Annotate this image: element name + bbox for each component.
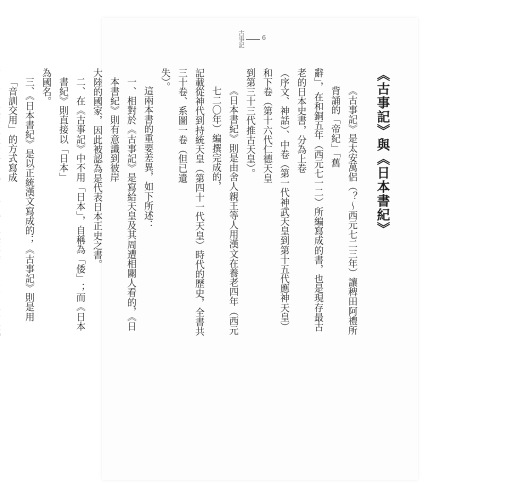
paragraph-line: 為國名。 xyxy=(40,68,51,107)
paragraph-line: 大陸的國家，因此被認為是代表日本正史之書。 xyxy=(91,68,102,270)
list-item-line: 一、相對於《古事記》是寫給天皇及其周遭相關人看的，《日本書紀》則有意識到彼岸 xyxy=(108,77,136,332)
paragraph-line xyxy=(0,68,3,338)
running-title: 古事記 xyxy=(237,30,244,48)
header-rule xyxy=(246,39,260,40)
paragraph-line: 到第三十三代推古天皇）。 xyxy=(244,68,255,179)
paragraph-line: 失）。 xyxy=(159,68,170,93)
list-item-line: 二、在《古事記》中不用「日本」，自稱為「倭」；而《日本書紀》則直接以「日本」 xyxy=(57,77,85,332)
paragraph-line: 記載從神代到持統天皇（第四十一代天皇）時代的歷史，全書共三十卷、系圖一卷（但已遺 xyxy=(176,68,204,337)
paragraph-line: 這兩本書的重要差異，如下所述： xyxy=(142,86,153,230)
paragraph-line: 《日本書紀》則是由舍人親王等人用漢文在養老四年（西元七二〇年）編撰完成的， xyxy=(210,86,238,336)
page-header xyxy=(232,30,292,52)
list-item-line: 三、《日本書紀》是以正統漢文寫成的；《古事記》則是用「音訓交用」的方式寫成 xyxy=(6,77,34,322)
paragraph-line: 《古事記》是太安萬侶（？～西元七二三年）讓稗田阿禮所背誦的「帝紀」「舊 xyxy=(329,86,357,336)
body-text xyxy=(0,68,392,338)
page-number: 6 xyxy=(262,35,266,42)
paragraph-line: 辭」，在和銅五年（西元七一二）所編寫成的書，也是現存最古老的日本史書，分為上卷 xyxy=(295,68,323,332)
paragraph-line: （序文、神話）、中卷（第一代神武天皇到第十五代應神天皇）和下卷（第十六代仁德天皇 xyxy=(261,68,289,332)
section-heading: 《古事記》與《日本書紀》 xyxy=(374,68,389,236)
